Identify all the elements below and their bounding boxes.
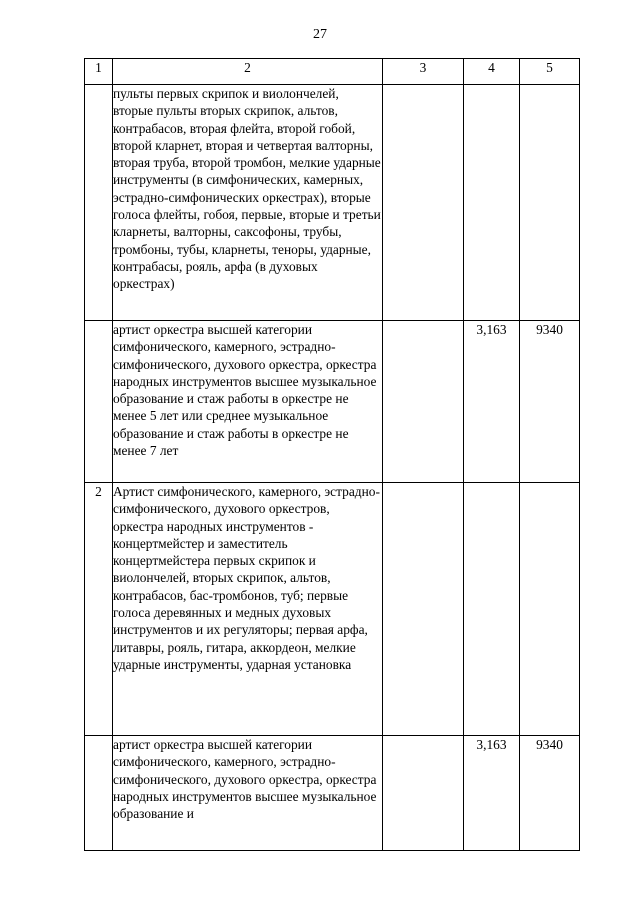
header-cell: 5 (520, 59, 580, 85)
table-row (85, 85, 580, 321)
header-cell: 2 (113, 59, 383, 85)
row-col3 (383, 321, 464, 483)
row-description: артист оркестра высшей категории симфонического, камерного, эстрадно-симфонического, духового оркестра, оркестра народных инструментов высшее музыкальное образование и (113, 736, 383, 851)
row-index (85, 321, 113, 483)
table-row (85, 736, 580, 851)
row-col3 (383, 85, 464, 321)
row-salary (520, 85, 580, 321)
tariff-table (84, 58, 580, 851)
row-coefficient: 3,163 (464, 321, 520, 483)
table-row (85, 483, 580, 736)
header-cell: 4 (464, 59, 520, 85)
header-cell: 3 (383, 59, 464, 85)
row-salary (520, 483, 580, 736)
row-description: артист оркестра высшей категории симфонического, камерного, эстрадно-симфонического, духового оркестра, оркестра народных инструментов высшее музыкальное образование и стаж работы в оркестре не менее 5 лет или среднее музыкальное образование и стаж работы в оркестре не менее 7 лет (113, 321, 383, 483)
header-cell: 1 (85, 59, 113, 85)
row-salary: 9340 (520, 321, 580, 483)
row-col3 (383, 736, 464, 851)
row-index (85, 85, 113, 321)
row-coefficient (464, 483, 520, 736)
page-number: 27 (313, 27, 327, 42)
row-index: 2 (85, 483, 113, 736)
row-coefficient: 3,163 (464, 736, 520, 851)
row-description: Артист симфонического, камерного, эстрадно-симфонического, духового оркестров, оркестра народных инструментов - концертмейстер и заместитель концертмейстера первых скрипок и виолончелей, вторых скрипок, альтов, контрабасов, бас-тромбонов, туб; первые голоса деревянных и медных духовых инструментов и их регуляторы; первая арфа, литавры, рояль, гитара, аккордеон, мелкие ударные инструменты, ударная установка (113, 483, 383, 736)
table-row (85, 321, 580, 483)
row-col3 (383, 483, 464, 736)
table-header-row (85, 59, 580, 85)
row-index (85, 736, 113, 851)
row-description: пульты первых скрипок и виолончелей, вторые пульты вторых скрипок, альтов, контрабасов, вторая флейта, второй гобой, второй кларнет, вторая и четвертая валторны, вторая труба, второй тромбон, мелкие ударные инструменты (в симфонических, камерных, эстрадно-симфонических оркестрах), вторые голоса флейты, гобоя, первые, вторые и третьи кларнеты, валторны, саксофоны, трубы, тромбоны, тубы, кларнеты, теноры, ударные, контрабасы, рояль, арфа (в духовых оркестрах) (113, 85, 383, 321)
row-salary: 9340 (520, 736, 580, 851)
row-coefficient (464, 85, 520, 321)
